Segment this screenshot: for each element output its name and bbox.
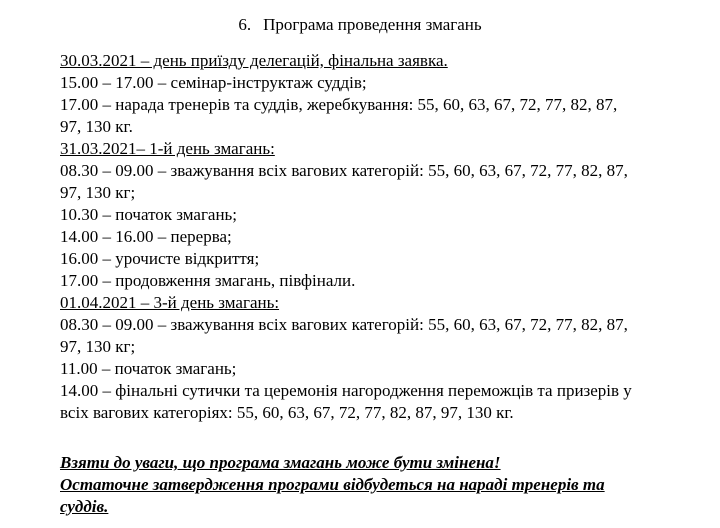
schedule-line: 14.00 – фінальні сутички та церемонія нагородження переможців та призерів у <box>60 381 632 400</box>
schedule-body <box>60 50 710 424</box>
notice-line: Взяти до уваги, що програма змагань може бути змінена! <box>60 453 501 472</box>
schedule-line: 10.30 – початок змагань; <box>60 205 238 224</box>
schedule-line: 17.00 – нарада тренерів та суддів, жеребкування: 55, 60, 63, 67, 72, 77, 82, 87, <box>60 95 618 114</box>
schedule-line: 14.00 – 16.00 – перерва; <box>60 227 232 246</box>
schedule-line: 08.30 – 09.00 – зважування всіх вагових категорій: 55, 60, 63, 67, 72, 77, 82, 87, <box>60 161 628 180</box>
day-heading-day1: 31.03.2021– 1-й день змагань: <box>60 139 275 158</box>
schedule-line: 11.00 – початок змагань; <box>60 359 237 378</box>
schedule-line: 15.00 – 17.00 – семінар-інструктаж суддів; <box>60 73 367 92</box>
notice-line: Остаточне затвердження програми відбудеться на нараді тренерів та <box>60 475 605 494</box>
schedule-line: 97, 130 кг; <box>60 337 136 356</box>
section-heading <box>0 14 720 36</box>
section-number: 6. <box>238 15 252 34</box>
day-heading-arrival: 30.03.2021 – день приїзду делегацій, фінальна заявка. <box>60 51 448 70</box>
notice-line: суддів. <box>60 497 109 516</box>
program-change-notice <box>60 452 710 518</box>
schedule-line: 08.30 – 09.00 – зважування всіх вагових категорій: 55, 60, 63, 67, 72, 77, 82, 87, <box>60 315 628 334</box>
schedule-line: 97, 130 кг; <box>60 183 136 202</box>
schedule-line: 16.00 – урочисте відкриття; <box>60 249 260 268</box>
schedule-line: 17.00 – продовження змагань, півфінали. <box>60 271 356 290</box>
section-title: Програма проведення змагань <box>263 15 482 34</box>
day-heading-day3: 01.04.2021 – 3-й день змагань: <box>60 293 280 312</box>
schedule-line: всіх вагових категоріях: 55, 60, 63, 67, 72, 77, 82, 87, 97, 130 кг. <box>60 403 514 422</box>
schedule-line: 97, 130 кг. <box>60 117 133 136</box>
